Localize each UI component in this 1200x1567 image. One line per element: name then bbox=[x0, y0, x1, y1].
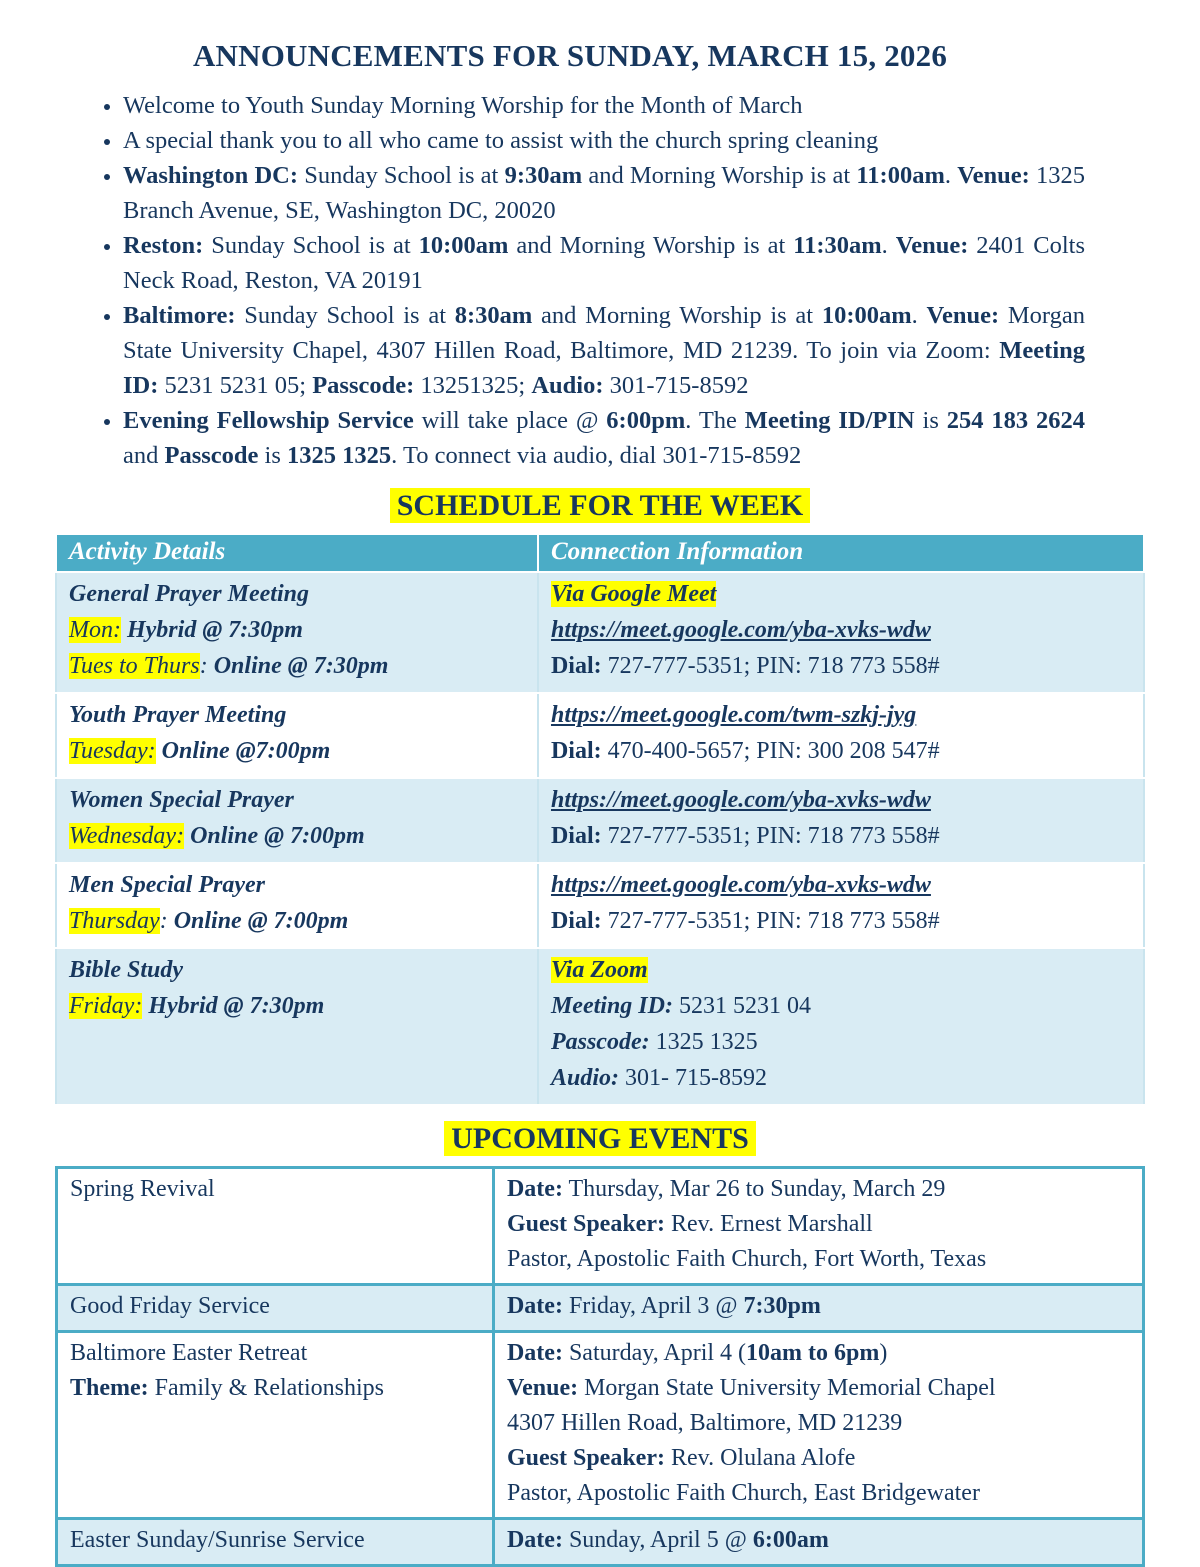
table-row bbox=[57, 1168, 1144, 1285]
text-segment: Passcode: bbox=[550, 1029, 650, 1055]
table-row bbox=[57, 1285, 1144, 1332]
text-segment: is bbox=[914, 407, 947, 434]
text-segment: and Morning Worship is at bbox=[532, 302, 822, 329]
text-segment: Dial: bbox=[550, 653, 602, 679]
text-segment: . bbox=[911, 302, 927, 329]
text-segment: Easter Sunday/Sunrise Service bbox=[70, 1527, 365, 1553]
text-segment: Theme: bbox=[70, 1375, 149, 1401]
cell-line bbox=[69, 952, 525, 988]
text-segment: 11:30am bbox=[793, 232, 882, 259]
text-segment: 10am to 6pm bbox=[746, 1340, 880, 1366]
table-row bbox=[56, 863, 1144, 948]
text-segment: 7:30pm bbox=[743, 1293, 821, 1319]
page-title: ANNOUNCEMENTS FOR SUNDAY, MARCH 15, 2026 bbox=[192, 38, 948, 73]
cell-line bbox=[551, 648, 1131, 684]
text-segment: Good Friday Service bbox=[70, 1293, 270, 1319]
event-name-cell bbox=[57, 1332, 494, 1519]
text-segment: Audio: bbox=[550, 1065, 619, 1091]
cell-line bbox=[69, 697, 525, 733]
schedule-section-heading bbox=[55, 489, 1145, 523]
text-segment: Date: bbox=[506, 1176, 563, 1202]
text-segment: 8:30am bbox=[454, 302, 533, 329]
event-details-cell bbox=[493, 1332, 1143, 1519]
cell-line bbox=[551, 1060, 1131, 1096]
cell-line bbox=[551, 952, 1131, 988]
highlighted-text: Via Zoom bbox=[550, 957, 648, 983]
text-segment: Evening Fellowship Service bbox=[123, 407, 414, 434]
text-segment: Online @ 7:30pm bbox=[213, 653, 389, 679]
text-segment: Friday, April 3 @ bbox=[562, 1293, 744, 1319]
cell-line bbox=[507, 1523, 1130, 1558]
text-segment: Baltimore Easter Retreat bbox=[70, 1340, 308, 1366]
text-segment: and Morning Worship is at bbox=[508, 232, 794, 259]
cell-line bbox=[507, 1476, 1130, 1511]
text-segment: will take place @ bbox=[413, 407, 607, 434]
highlighted-text: Via Google Meet bbox=[550, 581, 717, 607]
text-segment: Guest Speaker: bbox=[506, 1445, 665, 1471]
cell-line bbox=[69, 782, 525, 818]
cell-line bbox=[70, 1371, 480, 1406]
text-segment: and Morning Worship is at bbox=[582, 162, 857, 189]
text-segment: Rev. Olulana Alofe bbox=[664, 1445, 856, 1471]
text-segment: 5231 5231 04 bbox=[672, 993, 811, 1019]
cell-line bbox=[69, 648, 525, 684]
text-segment: Dial: bbox=[550, 738, 602, 764]
cell-line bbox=[551, 988, 1131, 1024]
cell-line bbox=[69, 612, 525, 648]
text-segment: Morgan State University Memorial Chapel bbox=[578, 1375, 996, 1401]
column-header-activity-details: Activity Details bbox=[56, 534, 538, 572]
cell-line bbox=[507, 1172, 1130, 1207]
text-segment: Passcode: bbox=[312, 372, 415, 399]
cell-line bbox=[69, 576, 525, 612]
text-segment: Meeting ID: bbox=[123, 337, 1085, 399]
text-segment: : bbox=[159, 908, 174, 934]
text-segment: Men Special Prayer bbox=[69, 872, 265, 898]
events-heading-highlight: UPCOMING EVENTS bbox=[444, 1121, 756, 1156]
meet-link[interactable]: https://meet.google.com/yba-xvks-wdw bbox=[550, 787, 931, 813]
activity-cell bbox=[56, 948, 538, 1105]
text-segment: Dial: bbox=[550, 908, 602, 934]
event-details-cell bbox=[493, 1168, 1143, 1285]
text-segment: Pastor, Apostolic Faith Church, East Bridgewater bbox=[506, 1480, 980, 1506]
schedule-table-body bbox=[56, 572, 1144, 1105]
text-segment: Sunday School is at bbox=[203, 232, 419, 259]
text-segment: Sunday School is at bbox=[298, 162, 505, 189]
connection-cell bbox=[538, 863, 1144, 948]
schedule-header-row bbox=[56, 534, 1144, 572]
text-segment: 727-777-5351; PIN: 718 773 558# bbox=[601, 823, 940, 849]
text-segment: 10:00am bbox=[821, 302, 912, 329]
highlighted-text: Tuesday: bbox=[69, 738, 156, 764]
cell-line bbox=[551, 782, 1131, 818]
cell-line bbox=[70, 1336, 480, 1371]
text-segment: Washington DC: bbox=[123, 162, 299, 189]
cell-line bbox=[551, 818, 1131, 854]
text-segment: 4307 Hillen Road, Baltimore, MD 21239 bbox=[506, 1410, 903, 1436]
connection-cell bbox=[538, 778, 1144, 863]
announcement-item bbox=[123, 123, 1085, 158]
activity-cell bbox=[56, 778, 538, 863]
cell-line bbox=[507, 1336, 1130, 1371]
text-segment: Meeting ID/PIN bbox=[744, 407, 915, 434]
text-segment: General Prayer Meeting bbox=[69, 581, 309, 607]
text-segment: Spring Revival bbox=[70, 1176, 215, 1202]
text-segment: 727-777-5351; PIN: 718 773 558# bbox=[601, 653, 940, 679]
text-segment: Date: bbox=[506, 1527, 563, 1553]
connection-cell bbox=[538, 572, 1144, 693]
highlighted-text: Friday: bbox=[69, 993, 143, 1019]
cell-line bbox=[551, 697, 1131, 733]
cell-line bbox=[507, 1371, 1130, 1406]
text-segment: and bbox=[123, 442, 165, 469]
cell-line bbox=[69, 988, 525, 1024]
cell-line bbox=[551, 867, 1131, 903]
text-segment: Guest Speaker: bbox=[506, 1211, 665, 1237]
text-segment: 10:00am bbox=[418, 232, 509, 259]
text-segment: . To connect via audio, dial 301-715-8592 bbox=[391, 442, 802, 469]
text-segment: Passcode bbox=[164, 442, 259, 469]
activity-cell bbox=[56, 863, 538, 948]
events-section-heading bbox=[55, 1122, 1145, 1156]
announcements-list bbox=[55, 88, 1085, 473]
text-segment: Pastor, Apostolic Faith Church, Fort Worth, Texas bbox=[506, 1246, 987, 1272]
activity-cell bbox=[56, 572, 538, 693]
cell-line bbox=[69, 818, 525, 854]
text-segment: Dial: bbox=[550, 823, 602, 849]
text-segment: Audio: bbox=[531, 372, 604, 399]
text-segment: Youth Prayer Meeting bbox=[69, 702, 287, 728]
events-table-body bbox=[57, 1168, 1144, 1566]
cell-line bbox=[507, 1242, 1130, 1277]
text-segment: 6:00am bbox=[752, 1527, 829, 1553]
event-name-cell bbox=[57, 1519, 494, 1566]
text-segment: Sunday School is at bbox=[235, 302, 455, 329]
table-row bbox=[56, 572, 1144, 693]
event-details-cell bbox=[493, 1519, 1143, 1566]
text-segment: Online @ 7:00pm bbox=[190, 823, 365, 849]
cell-line bbox=[70, 1172, 480, 1207]
highlighted-text: Mon: bbox=[69, 617, 121, 643]
announcement-item bbox=[123, 403, 1085, 473]
text-segment: 13251325; bbox=[414, 372, 532, 399]
event-name-cell bbox=[57, 1168, 494, 1285]
connection-cell bbox=[538, 948, 1144, 1105]
text-segment: 470-400-5657; PIN: 300 208 547# bbox=[601, 738, 940, 764]
cell-line bbox=[507, 1207, 1130, 1242]
cell-line bbox=[507, 1441, 1130, 1476]
meet-link[interactable]: https://meet.google.com/yba-xvks-wdw bbox=[550, 872, 931, 898]
event-details-cell bbox=[493, 1285, 1143, 1332]
meet-link[interactable]: https://meet.google.com/yba-xvks-wdw bbox=[550, 617, 931, 643]
text-segment: Welcome to Youth Sunday Morning Worship for the Month of March bbox=[123, 92, 803, 119]
table-row bbox=[56, 778, 1144, 863]
cell-line bbox=[70, 1289, 480, 1324]
cell-line bbox=[551, 733, 1131, 769]
text-segment: Thursday, Mar 26 to Sunday, March 29 bbox=[562, 1176, 946, 1202]
text-segment: Meeting ID: bbox=[550, 993, 673, 1019]
text-segment: Online @7:00pm bbox=[161, 738, 331, 764]
text-segment: 1325 1325 bbox=[649, 1029, 758, 1055]
cell-line bbox=[69, 733, 525, 769]
announcement-item bbox=[123, 228, 1085, 298]
text-segment: Women Special Prayer bbox=[69, 787, 294, 813]
meet-link[interactable]: https://meet.google.com/twm-szkj-jyg bbox=[550, 702, 917, 728]
text-segment: Online @ 7:00pm bbox=[173, 908, 349, 934]
text-segment: Hybrid @ 7:30pm bbox=[126, 617, 303, 643]
text-segment: A special thank you to all who came to assist with the church spring cleaning bbox=[123, 127, 879, 154]
highlighted-text: Wednesday: bbox=[69, 823, 185, 849]
text-segment: Hybrid @ 7:30pm bbox=[148, 993, 325, 1019]
text-segment: Saturday, April 4 ( bbox=[562, 1340, 747, 1366]
text-segment: Date: bbox=[506, 1293, 563, 1319]
text-segment: Morgan State University Chapel, 4307 Hillen Road, Baltimore, MD 21239. To join via Zoom: bbox=[123, 302, 1085, 364]
text-segment: 254 183 2624 bbox=[946, 407, 1085, 434]
text-segment: 727-777-5351; PIN: 718 773 558# bbox=[601, 908, 940, 934]
text-segment: 9:30am bbox=[504, 162, 583, 189]
highlighted-text: Thursday bbox=[69, 908, 160, 934]
activity-cell bbox=[56, 693, 538, 778]
text-segment: 1325 1325 bbox=[287, 442, 392, 469]
text-segment: 5231 5231 05; bbox=[158, 372, 313, 399]
text-segment: Baltimore: bbox=[123, 302, 236, 329]
text-segment: Venue: bbox=[895, 232, 969, 259]
text-segment: 301- 715-8592 bbox=[618, 1065, 767, 1091]
schedule-heading-highlight: SCHEDULE FOR THE WEEK bbox=[390, 488, 811, 523]
cell-line bbox=[551, 612, 1131, 648]
text-segment: is bbox=[258, 442, 288, 469]
text-segment: Sunday, April 5 @ bbox=[562, 1527, 753, 1553]
highlighted-text: Tues to Thurs bbox=[69, 653, 200, 679]
text-segment: : bbox=[199, 653, 214, 679]
event-name-cell bbox=[57, 1285, 494, 1332]
text-segment: . bbox=[944, 162, 958, 189]
text-segment: Reston: bbox=[123, 232, 204, 259]
text-segment: Venue: bbox=[926, 302, 1000, 329]
text-segment: Family & Relationships bbox=[148, 1375, 384, 1401]
text-segment: Bible Study bbox=[69, 957, 184, 983]
connection-cell bbox=[538, 693, 1144, 778]
text-segment: Venue: bbox=[957, 162, 1030, 189]
cell-line bbox=[551, 903, 1131, 939]
column-header-connection-information: Connection Information bbox=[538, 534, 1144, 572]
text-segment: Date: bbox=[506, 1340, 563, 1366]
events-table bbox=[55, 1166, 1145, 1567]
text-segment: 6:00pm bbox=[606, 407, 686, 434]
schedule-table bbox=[55, 533, 1145, 1106]
cell-line bbox=[551, 1024, 1131, 1060]
cell-line bbox=[69, 867, 525, 903]
text-segment: . The bbox=[685, 407, 745, 434]
text-segment: ) bbox=[879, 1340, 888, 1366]
text-segment: Venue: bbox=[506, 1375, 579, 1401]
text-segment: 1325 Branch Avenue, SE, Washington DC, 20020 bbox=[123, 162, 1086, 224]
text-segment: 2401 Colts Neck Road, Reston, VA 20191 bbox=[123, 232, 1085, 294]
text-segment: . bbox=[881, 232, 896, 259]
table-row bbox=[57, 1332, 1144, 1519]
cell-line bbox=[70, 1523, 480, 1558]
announcement-item bbox=[123, 298, 1085, 403]
text-segment: 301-715-8592 bbox=[603, 372, 749, 399]
table-row bbox=[56, 948, 1144, 1105]
text-segment: 11:00am bbox=[856, 162, 945, 189]
text-segment: Rev. Ernest Marshall bbox=[664, 1211, 873, 1237]
announcement-item bbox=[123, 158, 1085, 228]
table-row bbox=[56, 693, 1144, 778]
cell-line bbox=[507, 1289, 1130, 1324]
cell-line bbox=[551, 576, 1131, 612]
cell-line bbox=[69, 903, 525, 939]
cell-line bbox=[507, 1406, 1130, 1441]
announcement-item bbox=[123, 88, 1085, 123]
table-row bbox=[57, 1519, 1144, 1566]
